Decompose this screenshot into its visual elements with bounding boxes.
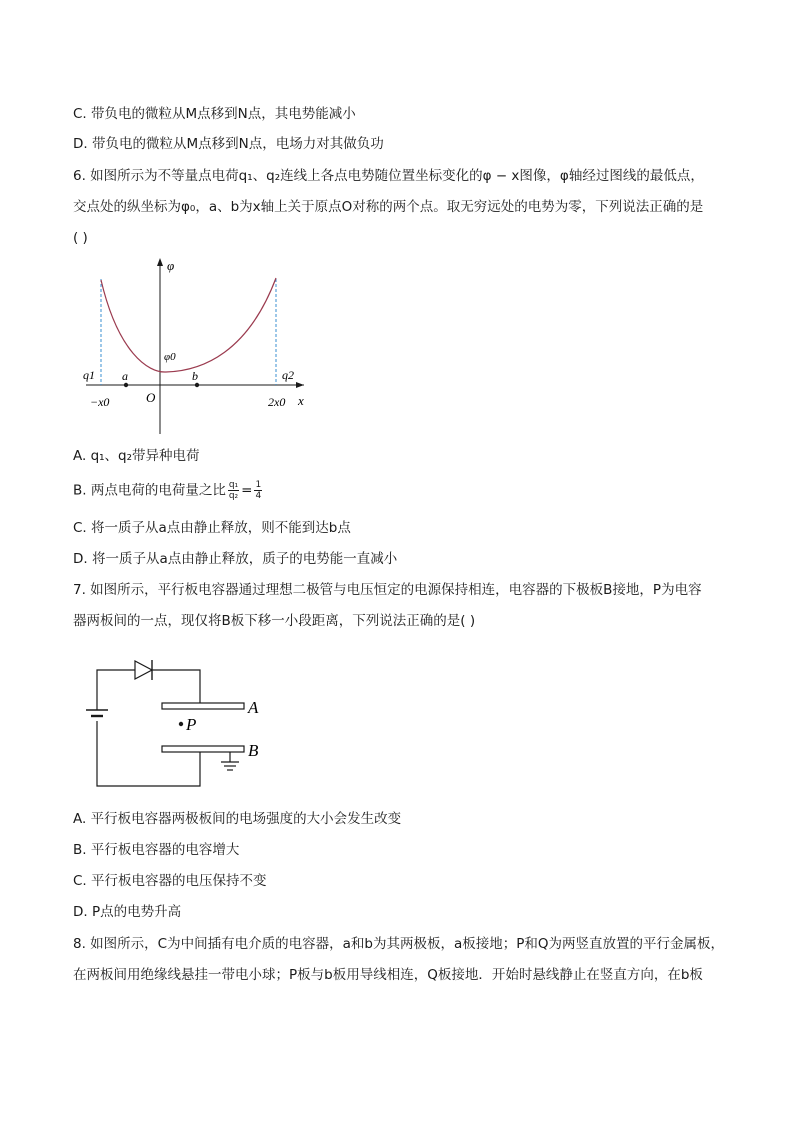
q6-option-b-text: B. 两点电荷的电荷量之比 [73,482,226,499]
ratio-numerator: q₁ [228,480,239,490]
a-label: a [122,369,128,383]
potential-curve [101,278,276,372]
origin-label: O [146,390,156,405]
q6-stem-line2: 交点处的纵坐标为φ₀，a、b为x轴上关于原点O对称的两个点。取无穷远处的电势为零，下列说法正确的是 [73,199,704,215]
q7-option-b: B. 平行板电容器的电容增大 [73,842,240,858]
diode-triangle [135,661,152,679]
b-label: b [192,369,198,383]
x-axis-label: x [298,393,304,408]
wire-left-bottom [97,721,200,786]
plate-a [162,703,244,709]
value-numerator: 1 [255,480,262,490]
x-axis-arrow [296,382,304,388]
q5-option-c: C. 带负电的微粒从M点移到N点，其电势能减小 [73,106,356,122]
q6-answer-bracket: ( ) [73,230,88,246]
plate-b-label: B [248,741,259,760]
q7-option-a: A. 平行板电容器两极板间的电场强度的大小会发生改变 [73,811,402,827]
plate-a-label: A [248,698,259,717]
q6-option-b [73,480,264,501]
q6-option-c: C. 将一质子从a点由静止释放，则不能到达b点 [73,520,351,536]
point-a [124,383,128,387]
point-p [179,722,183,726]
point-p-label: P [186,715,197,734]
neg-x0-label: −x0 [90,395,110,409]
q7-stem-line1: 7. 如图所示，平行板电容器通过理想二极管与电压恒定的电源保持相连，电容器的下极板B接地，P为电容 [73,582,702,598]
q6-option-b-ratio [228,480,239,501]
q7-stem-line2: 器两板间的一点，现仅将B板下移一小段距离，下列说法正确的是( ) [73,613,476,629]
two-x0-label: 2x0 [268,395,286,409]
q6-option-b-value [254,480,262,501]
plate-b [162,746,244,752]
q6-phi-x-graph [78,252,318,442]
q8-stem-line2: 在两板间用绝缘线悬挂一带电小球；P板与b板用导线相连，Q板接地．开始时悬线静止在竖直方向，在b板 [73,967,703,983]
value-denominator: 4 [255,491,262,501]
q6-stem-line1: 6. 如图所示为不等量点电荷q₁、q₂连线上各点电势随位置坐标变化的φ − x图像，φ轴经过图线的最低点， [73,168,704,184]
point-b [195,383,199,387]
q6-option-d: D. 将一质子从a点由静止释放，质子的电势能一直减小 [73,551,398,567]
phi-axis-arrow [157,258,163,266]
q6-option-a: A. q₁、q₂带异种电荷 [73,448,200,464]
phi0-label: φ0 [164,351,176,363]
q7-option-d: D. P点的电势升高 [73,904,182,920]
q2-label: q2 [282,368,294,382]
phi-axis-label: φ [167,258,175,273]
q8-stem-line1: 8. 如图所示，C为中间插有电介质的电容器，a和b为其两极板，a板接地；P和Q为两竖直放置的平行金属板， [73,936,724,952]
equals-sign: = [241,482,253,499]
q7-capacitor-circuit [80,648,280,793]
q5-option-d: D. 带负电的微粒从M点移到N点，电场力对其做负功 [73,136,384,152]
wire-right-top [152,670,200,703]
q1-label: q1 [83,368,95,382]
ratio-denominator: q₂ [228,491,239,501]
q7-option-c: C. 平行板电容器的电压保持不变 [73,873,267,889]
wire-left-top [97,670,135,710]
